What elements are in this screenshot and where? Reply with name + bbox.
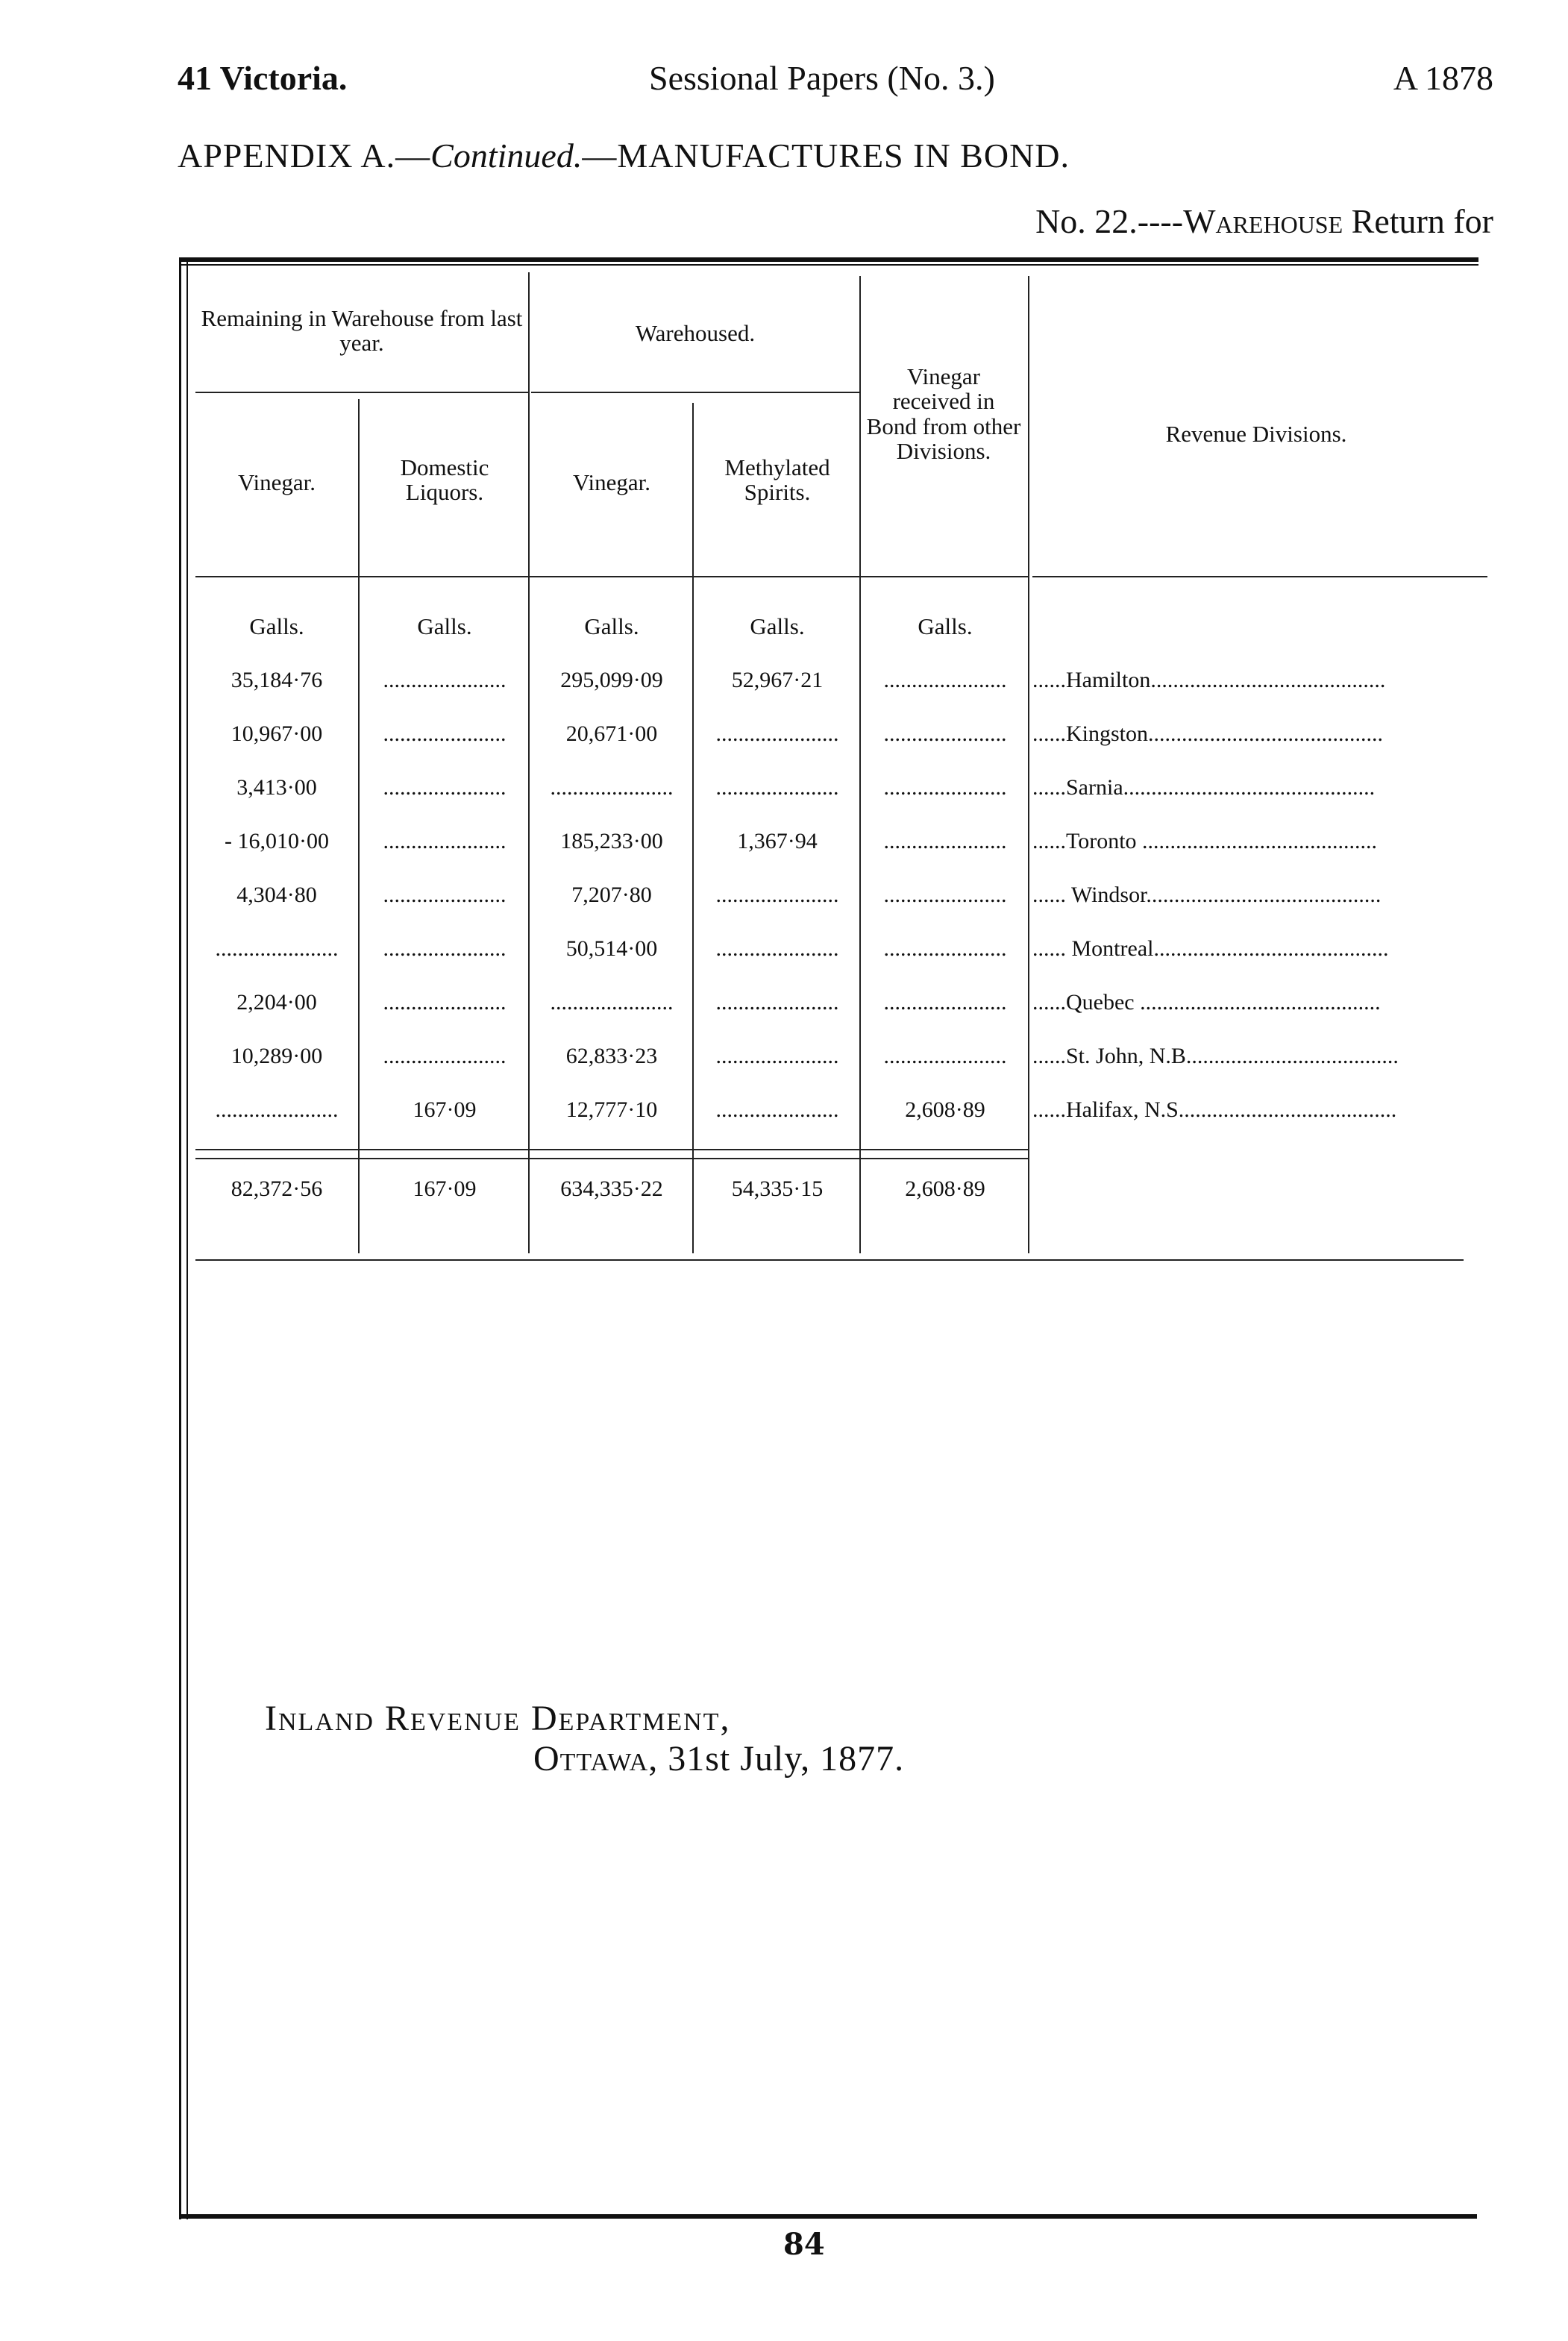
appendix-prefix: APPENDIX A.— [178,137,431,175]
cell-revenue-division: ......St. John, N.B...................................... [1032,1044,1399,1068]
cell-revenue-division: ......Kingston.......................................... [1032,721,1384,746]
table-row [0,934,1492,964]
cell-warehoused-vinegar: 295,099·09 [560,668,663,692]
unit-label: Galls. [584,613,639,639]
table-row [0,665,1492,695]
cell-domestic-liquors: ...................... [383,829,507,853]
cell-vinegar-received: ...................... [883,1044,1007,1068]
table-row [0,1095,1492,1125]
footer-date: , 31st July, 1877. [648,1739,905,1779]
totals-row [0,1174,1492,1204]
cell-vinegar-received: ...................... [883,775,1007,800]
header-year: A 1878 [1393,59,1493,97]
return-prefix: No. 22.---- [1035,202,1184,240]
cell-vinegar-received: 2,608·89 [905,1097,985,1122]
col-header-remaining-vinegar: Vinegar. [237,469,316,495]
appendix-title [178,136,1070,175]
cell-remaining-vinegar: 35,184·76 [231,668,323,692]
cell-remaining-vinegar: ...................... [215,936,339,961]
cell-remaining-vinegar: 2,204·00 [236,990,317,1015]
cell-warehoused-vinegar: 185,233·00 [560,829,663,853]
total-warehoused-vinegar: 634,335·22 [560,1176,663,1201]
footer-place-date [533,1738,904,1779]
frame-top-rule [179,257,1478,262]
footer-department: Inland Revenue Department, [265,1699,731,1738]
unit-label: Galls. [417,613,472,639]
return-suffix: Return for [1343,202,1493,240]
cell-methylated-spirits: ...................... [715,721,839,746]
cell-revenue-division: ......Toronto .......................................... [1032,829,1378,853]
unit-label: Galls. [249,613,304,639]
cell-remaining-vinegar: 10,967·00 [231,721,323,746]
table-row [0,880,1492,910]
cell-domestic-liquors: 167·09 [413,1097,477,1122]
appendix-continued: Continued. [430,137,583,175]
cell-methylated-spirits: ...................... [715,1044,839,1068]
cell-warehoused-vinegar: 62,833·23 [565,1044,658,1068]
cell-revenue-division: ......Hamilton.......................................... [1032,668,1386,692]
cell-warehoused-vinegar: ...................... [550,990,674,1015]
total-methylated-spirits: 54,335·15 [731,1176,824,1201]
cell-remaining-vinegar: 10,289·00 [231,1044,323,1068]
cell-revenue-division: ......Halifax, N.S....................................... [1032,1097,1397,1122]
cell-domestic-liquors: ...................... [383,775,507,800]
cell-methylated-spirits: 1,367·94 [737,829,818,853]
table-row [0,827,1492,856]
cell-vinegar-received: ...................... [883,883,1007,907]
header-session: 41 Victoria. [178,59,348,97]
cell-methylated-spirits: ...................... [715,1097,839,1122]
table-row [0,773,1492,803]
totals-rule [195,1149,1029,1150]
cell-remaining-vinegar: - 16,010·00 [225,829,329,853]
page-number: 84 [783,2227,825,2262]
total-domestic-liquors: 167·09 [413,1176,477,1201]
appendix-suffix: —MANUFACTURES IN BOND. [582,137,1070,175]
cell-vinegar-received: ...................... [883,721,1007,746]
table-row [0,719,1492,749]
cell-domestic-liquors: ...................... [383,668,507,692]
col-header-vinegar-received: Vinegar received in Bond from other Divisions. [866,363,1021,465]
cell-revenue-division: ...... Montreal.......................................... [1032,936,1389,961]
cell-remaining-vinegar: 4,304·80 [236,883,317,907]
cell-domestic-liquors: ...................... [383,1044,507,1068]
col-header-methylated-spirits: Methylated Spirits. [724,454,830,506]
totals-rule-thin [195,1158,1029,1159]
footer-place: Ottawa [533,1739,649,1779]
cell-warehoused-vinegar: 20,671·00 [565,721,658,746]
cell-domestic-liquors: ...................... [383,721,507,746]
cell-methylated-spirits: ...................... [715,990,839,1015]
table-row [0,1041,1492,1071]
unit-label: Galls. [918,613,973,639]
cell-methylated-spirits: 52,967·21 [731,668,824,692]
total-remaining-vinegar: 82,372·56 [231,1176,323,1201]
cell-remaining-vinegar: ...................... [215,1097,339,1122]
col-header-revenue-divisions: Revenue Divisions. [1165,421,1347,447]
cell-vinegar-received: ...................... [883,990,1007,1015]
header-rule [531,392,859,393]
col-header-warehoused-vinegar: Vinegar. [572,469,651,495]
cell-revenue-division: ...... Windsor.......................................... [1032,883,1382,907]
group-header-warehoused: Warehoused. [635,320,756,346]
frame-bottom-rule [179,2214,1477,2219]
table-row [0,988,1492,1018]
frame-left-rule-thin [186,257,188,2219]
return-title [1035,201,1493,241]
header-rule [195,392,528,393]
total-vinegar-received: 2,608·89 [905,1176,985,1201]
return-warehouse: Warehouse [1183,202,1343,240]
cell-domestic-liquors: ...................... [383,883,507,907]
cell-revenue-division: ......Sarnia............................................. [1032,775,1376,800]
cell-vinegar-received: ...................... [883,936,1007,961]
unit-label: Galls. [750,613,805,639]
cell-remaining-vinegar: 3,413·00 [236,775,317,800]
group-header-remaining: Remaining in Warehouse from last year. [201,305,523,357]
header-rule [1032,576,1487,577]
cell-warehoused-vinegar: ...................... [550,775,674,800]
cell-warehoused-vinegar: 50,514·00 [565,936,658,961]
col-header-domestic-liquors: Domestic Liquors. [400,454,489,506]
header-sessional-papers: Sessional Papers (No. 3.) [649,59,995,97]
cell-methylated-spirits: ...................... [715,775,839,800]
header-rule [195,576,1029,577]
cell-warehoused-vinegar: 7,207·80 [571,883,652,907]
cell-domestic-liquors: ...................... [383,936,507,961]
frame-top-rule-thin [179,264,1478,266]
frame-left-rule [179,257,181,2219]
cell-domestic-liquors: ...................... [383,990,507,1015]
cell-vinegar-received: ...................... [883,829,1007,853]
cell-methylated-spirits: ...................... [715,883,839,907]
cell-warehoused-vinegar: 12,777·10 [565,1097,658,1122]
table-bottom-rule [195,1259,1464,1261]
cell-methylated-spirits: ...................... [715,936,839,961]
cell-vinegar-received: ...................... [883,668,1007,692]
cell-revenue-division: ......Quebec ........................................... [1032,990,1381,1015]
